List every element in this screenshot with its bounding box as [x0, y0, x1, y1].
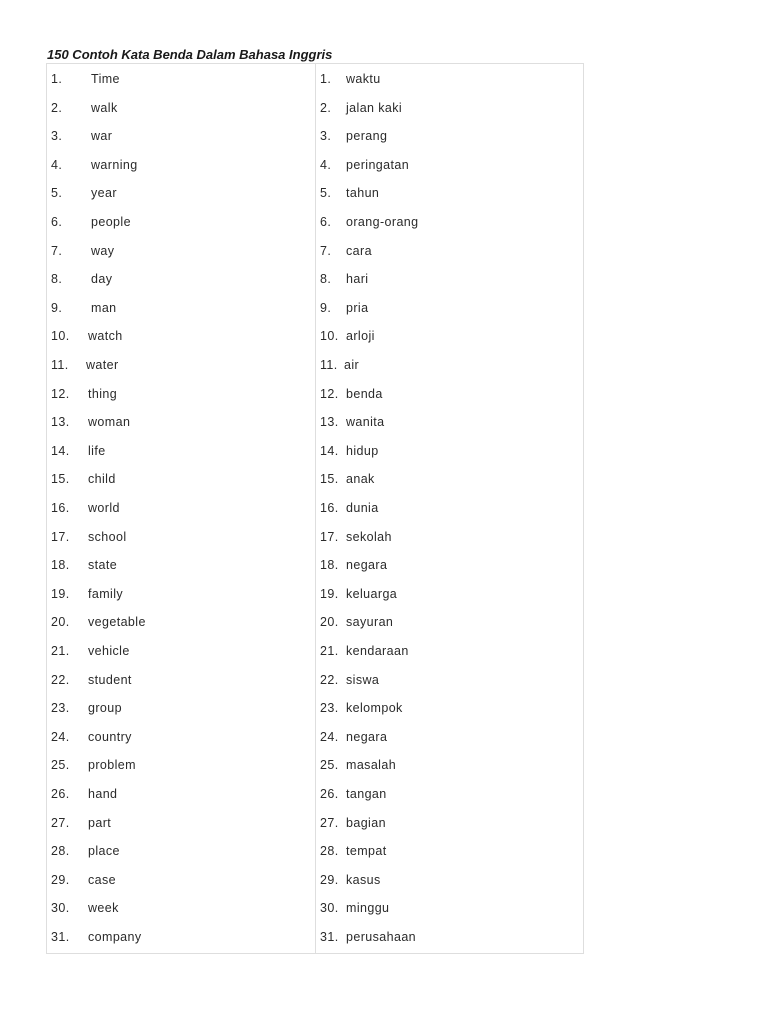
indonesian-word: hidup	[346, 443, 379, 458]
english-row	[51, 841, 313, 861]
row-number: 15.	[320, 472, 339, 487]
english-row	[51, 69, 313, 89]
row-number: 21.	[51, 644, 70, 658]
indonesian-row	[320, 527, 582, 547]
row-number: 28.	[51, 844, 70, 859]
english-word: people	[91, 215, 131, 229]
row-number: 17.	[320, 529, 339, 544]
row-number: 3.	[320, 129, 332, 144]
english-row	[51, 870, 313, 890]
english-word: company	[88, 930, 142, 944]
row-number: 8.	[320, 272, 332, 287]
row-number: 2.	[51, 100, 63, 115]
indonesian-row	[320, 555, 582, 575]
row-number: 31.	[320, 930, 339, 944]
row-number: 6.	[51, 215, 63, 229]
english-row	[51, 727, 313, 747]
indonesian-word: kasus	[346, 872, 381, 887]
row-number: 21.	[320, 644, 339, 658]
row-number: 24.	[51, 729, 70, 744]
indonesian-row	[320, 698, 582, 718]
english-word: way	[91, 243, 115, 258]
row-number: 24.	[320, 729, 339, 744]
row-number: 19.	[51, 586, 70, 601]
row-number: 3.	[51, 129, 63, 144]
indonesian-row	[320, 384, 582, 404]
indonesian-word: orang-orang	[346, 215, 419, 229]
row-number: 29.	[320, 872, 339, 887]
row-number: 13.	[320, 415, 339, 430]
row-number: 18.	[320, 558, 339, 573]
indonesian-word: pria	[346, 300, 369, 315]
english-row	[51, 241, 313, 261]
english-word: school	[88, 529, 127, 544]
english-row	[51, 355, 313, 375]
english-word: woman	[88, 415, 131, 430]
row-number: 13.	[51, 415, 70, 430]
english-word: vehicle	[88, 644, 130, 658]
row-number: 19.	[320, 586, 339, 601]
row-number: 1.	[51, 72, 63, 86]
indonesian-word: wanita	[346, 415, 385, 430]
row-number: 26.	[51, 787, 70, 801]
english-row	[51, 612, 313, 632]
indonesian-word: peringatan	[346, 157, 410, 172]
indonesian-row	[320, 241, 582, 261]
row-number: 7.	[320, 243, 332, 258]
english-row	[51, 155, 313, 175]
row-number: 9.	[51, 300, 63, 315]
row-number: 29.	[51, 872, 70, 887]
english-row	[51, 641, 313, 661]
english-word: student	[88, 672, 132, 687]
indonesian-row	[320, 498, 582, 518]
english-word: part	[88, 815, 112, 830]
document-title: 150 Contoh Kata Benda Dalam Bahasa Inggris	[47, 47, 333, 62]
row-number: 16.	[320, 501, 339, 515]
english-word: state	[88, 558, 118, 573]
english-row	[51, 584, 313, 604]
english-row	[51, 98, 313, 118]
column-divider	[315, 64, 316, 953]
indonesian-word: siswa	[346, 672, 380, 687]
row-number: 30.	[51, 901, 70, 916]
row-number: 5.	[51, 186, 63, 201]
english-row	[51, 698, 313, 718]
row-number: 20.	[51, 615, 70, 630]
english-row	[51, 813, 313, 833]
english-word: walk	[91, 100, 118, 115]
indonesian-word: bagian	[346, 815, 386, 830]
indonesian-word: perang	[346, 129, 388, 144]
english-word: water	[86, 358, 119, 372]
english-word: group	[88, 701, 122, 716]
row-number: 23.	[51, 701, 70, 716]
indonesian-word: kendaraan	[346, 644, 409, 658]
english-row	[51, 498, 313, 518]
indonesian-row	[320, 98, 582, 118]
english-row	[51, 326, 313, 346]
english-row	[51, 126, 313, 146]
indonesian-row	[320, 469, 582, 489]
row-number: 4.	[51, 157, 63, 172]
row-number: 1.	[320, 72, 332, 86]
indonesian-row	[320, 69, 582, 89]
row-number: 22.	[320, 672, 339, 687]
indonesian-word: negara	[346, 558, 388, 573]
indonesian-row	[320, 126, 582, 146]
indonesian-word: dunia	[346, 501, 379, 515]
row-number: 12.	[320, 386, 339, 401]
indonesian-word: air	[344, 358, 360, 372]
indonesian-row	[320, 870, 582, 890]
english-word: year	[91, 186, 117, 201]
indonesian-row	[320, 183, 582, 203]
indonesian-row	[320, 927, 582, 947]
indonesian-row	[320, 412, 582, 432]
indonesian-word: sekolah	[346, 529, 392, 544]
english-row	[51, 469, 313, 489]
row-number: 27.	[51, 815, 70, 830]
english-word: watch	[88, 329, 123, 344]
row-number: 11.	[51, 358, 69, 372]
indonesian-word: waktu	[346, 72, 381, 86]
row-number: 2.	[320, 100, 332, 115]
indonesian-row	[320, 670, 582, 690]
row-number: 25.	[320, 758, 339, 773]
english-row	[51, 269, 313, 289]
row-number: 23.	[320, 701, 339, 716]
english-word: man	[91, 300, 117, 315]
english-word: family	[88, 586, 124, 601]
english-word: case	[88, 872, 117, 887]
indonesian-word: tempat	[346, 844, 387, 859]
indonesian-row	[320, 727, 582, 747]
row-number: 9.	[320, 300, 332, 315]
row-number: 10.	[320, 329, 339, 344]
english-word: life	[88, 443, 106, 458]
indonesian-row	[320, 155, 582, 175]
indonesian-word: masalah	[346, 758, 397, 773]
english-word: war	[91, 129, 113, 144]
english-row	[51, 441, 313, 461]
english-word: thing	[88, 386, 118, 401]
row-number: 25.	[51, 758, 70, 773]
row-number: 5.	[320, 186, 332, 201]
indonesian-row	[320, 355, 582, 375]
indonesian-row	[320, 269, 582, 289]
english-row	[51, 898, 313, 918]
indonesian-word: anak	[346, 472, 375, 487]
indonesian-word: keluarga	[346, 586, 398, 601]
row-number: 30.	[320, 901, 339, 916]
vocabulary-table	[46, 63, 584, 954]
indonesian-row	[320, 298, 582, 318]
indonesian-row	[320, 441, 582, 461]
indonesian-word: sayuran	[346, 615, 394, 630]
english-row	[51, 412, 313, 432]
indonesian-row	[320, 212, 582, 232]
indonesian-row	[320, 813, 582, 833]
indonesian-word: kelompok	[346, 701, 403, 716]
indonesian-word: arloji	[346, 329, 375, 344]
indonesian-word: jalan kaki	[346, 100, 403, 115]
english-row	[51, 212, 313, 232]
row-number: 6.	[320, 215, 332, 229]
indonesian-row	[320, 641, 582, 661]
row-number: 17.	[51, 529, 70, 544]
english-row	[51, 784, 313, 804]
english-word: day	[91, 272, 113, 287]
row-number: 22.	[51, 672, 70, 687]
indonesian-row	[320, 326, 582, 346]
english-word: week	[88, 901, 119, 916]
english-word: hand	[88, 787, 118, 801]
english-word: child	[88, 472, 116, 487]
english-row	[51, 755, 313, 775]
indonesian-word: tangan	[346, 787, 387, 801]
english-word: place	[88, 844, 120, 859]
indonesian-row	[320, 584, 582, 604]
row-number: 28.	[320, 844, 339, 859]
indonesian-row	[320, 612, 582, 632]
row-number: 26.	[320, 787, 339, 801]
english-row	[51, 670, 313, 690]
row-number: 16.	[51, 501, 70, 515]
row-number: 20.	[320, 615, 339, 630]
english-row	[51, 298, 313, 318]
indonesian-word: perusahaan	[346, 930, 417, 944]
english-word: world	[88, 501, 120, 515]
indonesian-word: minggu	[346, 901, 390, 916]
indonesian-word: hari	[346, 272, 369, 287]
row-number: 15.	[51, 472, 70, 487]
row-number: 10.	[51, 329, 70, 344]
indonesian-row	[320, 784, 582, 804]
english-word: vegetable	[88, 615, 146, 630]
row-number: 27.	[320, 815, 339, 830]
indonesian-row	[320, 841, 582, 861]
row-number: 18.	[51, 558, 70, 573]
row-number: 11.	[320, 358, 338, 372]
row-number: 4.	[320, 157, 332, 172]
english-row	[51, 183, 313, 203]
indonesian-row	[320, 755, 582, 775]
english-row	[51, 527, 313, 547]
row-number: 31.	[51, 930, 70, 944]
row-number: 14.	[320, 443, 339, 458]
indonesian-word: tahun	[346, 186, 380, 201]
row-number: 14.	[51, 443, 70, 458]
english-row	[51, 555, 313, 575]
english-word: Time	[91, 72, 120, 86]
english-word: warning	[91, 157, 138, 172]
row-number: 12.	[51, 386, 70, 401]
row-number: 7.	[51, 243, 63, 258]
english-row	[51, 384, 313, 404]
english-word: problem	[88, 758, 136, 773]
indonesian-word: cara	[346, 243, 372, 258]
english-word: country	[88, 729, 132, 744]
indonesian-row	[320, 898, 582, 918]
indonesian-word: negara	[346, 729, 388, 744]
row-number: 8.	[51, 272, 63, 287]
indonesian-word: benda	[346, 386, 383, 401]
english-row	[51, 927, 313, 947]
